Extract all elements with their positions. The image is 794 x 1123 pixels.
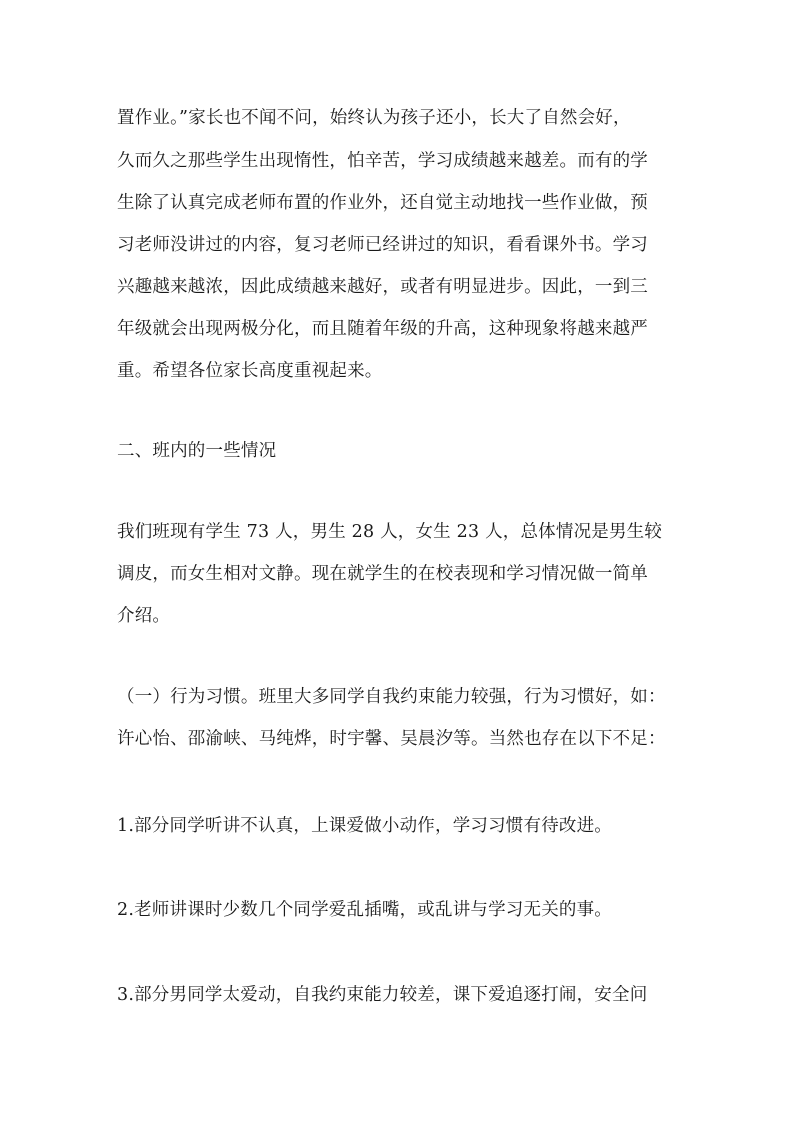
section-heading: 二、班内的一些情况 — [117, 441, 277, 461]
text-line: 习老师没讲过的内容，复习老师已经讲过的知识，看看课外书。学习 — [117, 235, 648, 255]
text-line: 年级就会出现两极分化，而且随着年级的升高，这种现象将越来越严 — [117, 319, 648, 339]
text-line: 置作业。”家长也不闻不问，始终认为孩子还小，长大了自然会好， — [117, 108, 631, 128]
text-line: 调皮，而女生相对文静。现在就学生的在校表现和学习情况做一简单 — [117, 564, 648, 584]
text-line: 久而久之那些学生出现惰性，怕辛苦，学习成绩越来越差。而有的学 — [117, 151, 648, 171]
text-line: 生除了认真完成老师布置的作业外，还自觉主动地找一些作业做，预 — [117, 193, 648, 213]
list-item: 2.老师讲课时少数几个同学爱乱插嘴，或乱讲与学习无关的事。 — [117, 900, 612, 920]
list-item: 1.部分同学听讲不认真，上课爱做小动作，学习习惯有待改进。 — [117, 816, 612, 836]
text-line: 介绍。 — [117, 606, 171, 626]
text-line: 重。希望各位家长高度重视起来。 — [117, 361, 383, 381]
list-item: 3.部分男同学太爱动，自我约束能力较差，课下爱追逐打闹，安全问 — [117, 985, 648, 1005]
text-line: 兴趣越来越浓，因此成绩越来越好，或者有明显进步。因此，一到三 — [117, 277, 648, 297]
text-line: （一）行为习惯。班里大多同学自我约束能力较强，行为习惯好，如： — [117, 687, 666, 707]
text-line: 我们班现有学生 73 人，男生 28 人，女生 23 人，总体情况是男生较 — [117, 522, 663, 542]
text-line: 许心怡、邵渝峡、马纯烨，时宇馨、吴晨汐等。当然也存在以下不足： — [117, 729, 666, 749]
